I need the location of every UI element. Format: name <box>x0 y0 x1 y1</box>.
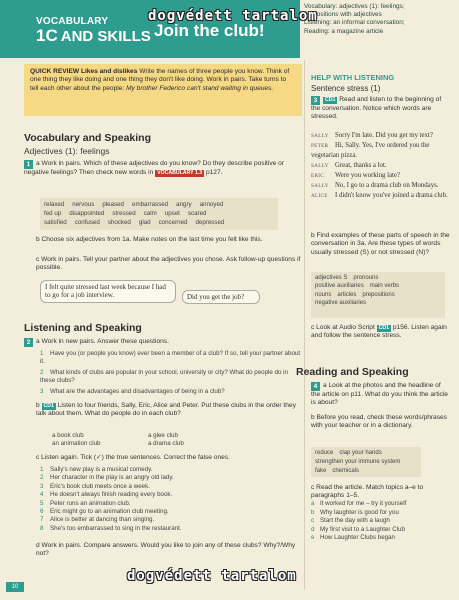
dialog-text: I didn't know you've joined a drama club. <box>335 192 448 200</box>
exercise-2b <box>36 402 302 419</box>
exercise-number-1: 1 <box>24 160 33 169</box>
sentence-item: 4 He doesn't always finish reading every book. <box>40 491 173 499</box>
speaker-name: SALLY <box>311 133 329 139</box>
vocab-word: strengthen your immune system <box>315 459 401 465</box>
exercise-2a <box>24 338 300 347</box>
word: shocked <box>107 219 131 226</box>
dialog-text: Hi, Sally. Yes, I've ordered you the vegetarian pizza. <box>311 142 430 160</box>
unit-vocab-label: VOCABULARY <box>36 16 109 27</box>
sentences-list <box>40 466 302 533</box>
help-with-listening-title: HELP WITH LISTENING <box>311 73 395 82</box>
word-row <box>44 200 274 209</box>
topic-item: d My first visit to a Laughter Club <box>311 525 405 533</box>
cd-badge: CD1 <box>43 403 54 409</box>
clubs-left <box>52 432 101 449</box>
dialog-text: No, I go to a drama club on Mondays. <box>335 182 439 190</box>
vocabulary-badge: VOCABULARY 1.3 <box>157 170 203 176</box>
pos-word: adjectives S <box>315 275 348 281</box>
pos-word: negative auxiliaries <box>315 300 367 307</box>
sentence-item: 5 Peter runs an animation club. <box>40 499 131 507</box>
word-row <box>44 209 274 218</box>
dialog-line <box>311 181 451 191</box>
sentence-text: Eric might go to an animation club meeting. <box>50 508 169 516</box>
word: relaxed <box>44 201 65 208</box>
exercise-1c: c Work in pairs. Tell your partner about the adjectives you chose. Ask follow-up questions if possible. <box>36 256 301 272</box>
word: confused <box>74 219 100 226</box>
word: angry <box>176 201 192 208</box>
word: glad <box>138 219 151 226</box>
dialog-line <box>311 141 451 160</box>
pos-word: prepositions <box>362 291 395 298</box>
page-ref: p127. <box>205 169 223 176</box>
word: scared <box>187 210 207 217</box>
topic-item: c Start the day with a laugh <box>311 517 390 525</box>
pos-word: main verbs <box>369 283 400 290</box>
section-title-vocab: Vocabulary and Speaking <box>24 132 152 144</box>
question-text: What are the advantages and disadvantages of being in a club? <box>50 387 225 395</box>
topic-text: Start the day with a laugh <box>320 517 390 525</box>
dialog-text: Great, thanks a lot. <box>335 161 387 169</box>
exercise-2b-text: Listen to four friends, Sally, Eric, Alice and Peter. Put these clubs in the order they talk about them. What do people do in each club? <box>36 402 296 418</box>
column-divider <box>304 60 305 590</box>
question-item: 3 What are the advantages and disadvantages of being in a club? <box>40 387 225 395</box>
lesson-title: Join the club! <box>154 21 265 40</box>
sentence-item: 7 Alice is better at dancing than singing. <box>40 516 155 524</box>
sentence-text: Alice is better at dancing than singing. <box>50 516 155 524</box>
word: annoyed <box>199 201 224 208</box>
vocab-word: reduce <box>315 450 334 456</box>
word: satisfied <box>44 219 67 226</box>
topic-line: Reading: a magazine article <box>304 27 384 35</box>
vocab-word: clap your hands <box>339 450 382 456</box>
exercise-3c-text2: p156. Listen again and follow the sentence stress. <box>311 324 447 340</box>
lesson-topics <box>304 3 458 36</box>
word: nervous <box>72 201 95 208</box>
vocab-word: fake <box>315 468 327 474</box>
pos-word: articles <box>337 291 357 298</box>
speaker-name: SALLY <box>311 183 329 190</box>
exercise-3c <box>311 324 451 341</box>
speaker-name: ERIC <box>311 172 325 179</box>
unit-label <box>36 16 151 45</box>
adjectives-box <box>40 198 278 230</box>
sentence-text: Peter runs an animation club. <box>50 499 131 507</box>
topics-list <box>311 500 451 543</box>
speech-bubble-2: Did you get the job? <box>182 290 260 304</box>
cd-badge: CD1 <box>325 97 336 103</box>
quick-review-text: Write the names of three people you know. Think of one thing they like doing and one thing they don't like doing. Work in pairs. Take turns to tell each other about the people: <box>30 68 290 92</box>
unit-number-line <box>36 28 151 45</box>
sentence-item: 8 She's too embarrassed to sing in the restaurant. <box>40 524 182 532</box>
dialog-line <box>311 171 451 181</box>
vocab-word: chemicals <box>332 468 360 474</box>
dialog-line <box>311 191 451 201</box>
topic-item: a It worked for me – try it yourself <box>311 500 407 507</box>
parts-of-speech-box <box>311 272 445 318</box>
club-option: a book club <box>52 432 84 439</box>
word: depressed <box>195 219 225 226</box>
page-number: 10 <box>6 582 24 592</box>
vocab-box-reading <box>311 447 421 477</box>
exercise-2d: d Work in pairs. Compare answers. Would you like to join any of these clubs? Why?/Why not? <box>36 542 296 558</box>
exercise-1a-text: a Work in pairs. Which of these adjectives do you know? Do they describe positive or negative feelings? Then check new words in <box>24 160 284 176</box>
exercise-number-2: 2 <box>24 338 33 347</box>
pos-word: positive auxiliaries <box>315 283 364 290</box>
sentence-item: 1 Sally's new play is a musical comedy. <box>40 466 153 473</box>
word: embarrassed <box>132 201 169 208</box>
sentence-text: Sally's new play is a musical comedy. <box>50 466 153 473</box>
sentence-item: 3 Eric's book club meets once a week. <box>40 482 150 490</box>
pos-word: nouns <box>315 291 332 298</box>
unit-number: 1C <box>36 26 58 45</box>
conversation-transcript <box>311 131 451 201</box>
exercise-number-4: 4 <box>311 382 320 391</box>
word: pleased <box>102 201 124 208</box>
exercise-2b-label: b <box>36 402 40 409</box>
sentence-text: He doesn't always finish reading every book. <box>50 491 173 499</box>
topic-item: b Why laughter is good for you <box>311 508 399 516</box>
topic-text: My first visit to a Laughter Club <box>320 525 405 533</box>
dialog-text: Were you working late? <box>335 171 400 179</box>
exercise-4b: b Before you read, check these words/phrases with your teacher or in a dictionary. <box>311 414 447 430</box>
topic-text: Why laughter is good for you <box>320 508 399 516</box>
topic-text: How Laughter Clubs began <box>320 534 395 542</box>
club-option: a drama club <box>148 440 184 448</box>
exercise-4a <box>311 382 451 408</box>
section-title-reading: Reading and Speaking <box>296 366 409 378</box>
exercise-4c: c Read the article. Match topics a–e to paragraphs 1–5. <box>311 484 424 500</box>
quick-review-box <box>24 64 302 116</box>
quick-review-example: My brother Federico can't stand waiting in queues. <box>126 84 274 92</box>
cd-badge: CD1 <box>378 325 390 331</box>
word: fed up <box>44 210 62 217</box>
exercise-3b: b Find examples of these parts of speech in the conversation in 3a. Are these types of words usually stressed (S) or not stressed (N)? <box>311 232 450 256</box>
clubs-right <box>148 432 184 449</box>
exercise-number-3: 3 <box>311 96 320 105</box>
club-option: an animation club <box>52 440 101 448</box>
exercise-4a-text: a Look at the photos and the headline of the article on p11. What do you think the article is about? <box>311 382 448 407</box>
exercise-3c-text: c Look at Audio Script <box>311 324 375 331</box>
speaker-name: PETER <box>311 143 329 150</box>
exercise-3a-text: Read and listen to the beginning of the conversation. Notice which words are stressed. <box>311 96 442 121</box>
exercise-2c: c Listen again. Tick (✓) the true sentences. Correct the false ones. <box>36 454 230 461</box>
exercise-3a <box>311 96 451 122</box>
sentence-text: Her character in the play is an angry old lady. <box>50 474 174 482</box>
speaker-name: SALLY <box>311 162 329 169</box>
watermark-top: dogvédett tartalom <box>148 8 318 24</box>
sentence-text: She's too embarrassed to sing in the restaurant. <box>50 524 182 532</box>
topic-line: prepositions with adjectives <box>304 11 382 19</box>
topic-text: It worked for me – try it yourself <box>320 500 407 507</box>
sentence-text: Eric's book club meets once a week. <box>50 482 150 490</box>
dialog-text: Sorry I'm late. Did you get my text? <box>335 132 433 139</box>
topic-line: Listening: an informal conversation; <box>304 19 405 27</box>
word: concerned <box>158 219 188 226</box>
word: disappointed <box>69 210 105 217</box>
word-row <box>44 218 274 227</box>
sentence-item: 6 Eric might go to an animation club meeting. <box>40 508 169 516</box>
word: stressed <box>112 210 136 217</box>
watermark-bottom: dogvédett tartalom <box>127 568 297 584</box>
topic-line: Vocabulary: adjectives (1): feelings; <box>304 3 405 10</box>
section-title-listening: Listening and Speaking <box>24 322 142 334</box>
quick-review-label: QUICK REVIEW <box>30 68 80 75</box>
help-with-listening-subtitle: Sentence stress (1) <box>311 84 381 93</box>
pos-word: pronouns <box>353 275 379 281</box>
topic-item: e How Laughter Clubs began <box>311 534 395 542</box>
question-item: 1 Have you (or people you know) ever been a member of a club? If so, tell your partner about it. <box>40 350 301 366</box>
exercise-1a <box>24 160 300 177</box>
question-item: 2 What kinds of clubs are popular in your school, university or city? What do people do in these clubs? <box>40 368 288 385</box>
sentence-item: 2 Her character in the play is an angry old lady. <box>40 474 174 482</box>
exercise-1b: b Choose six adjectives from 1a. Make notes on the last time you felt like this. <box>36 236 263 243</box>
quick-review-heading: Likes and dislikes <box>80 68 138 75</box>
questions-list <box>40 350 302 396</box>
club-option: a glee club <box>148 432 178 439</box>
word: upset <box>164 210 180 217</box>
word: calm <box>143 210 157 217</box>
question-text: What kinds of clubs are popular in your school, university or city? What do people do in these clubs? <box>40 368 288 385</box>
dialog-line <box>311 161 451 171</box>
unit-skills: AND SKILLS <box>60 28 151 45</box>
speaker-name: ALICE <box>311 193 328 200</box>
exercise-2a-text: a Work in new pairs. Answer these questions. <box>36 338 169 345</box>
question-text: Have you (or people you know) ever been a member of a club? If so, tell your partner about it. <box>40 350 301 366</box>
dialog-line <box>311 131 451 141</box>
section-subtitle-adjectives: Adjectives (1): feelings <box>24 146 110 156</box>
speech-bubble-1: I felt quite stressed last week because I had to go for a job interview. <box>40 280 176 303</box>
